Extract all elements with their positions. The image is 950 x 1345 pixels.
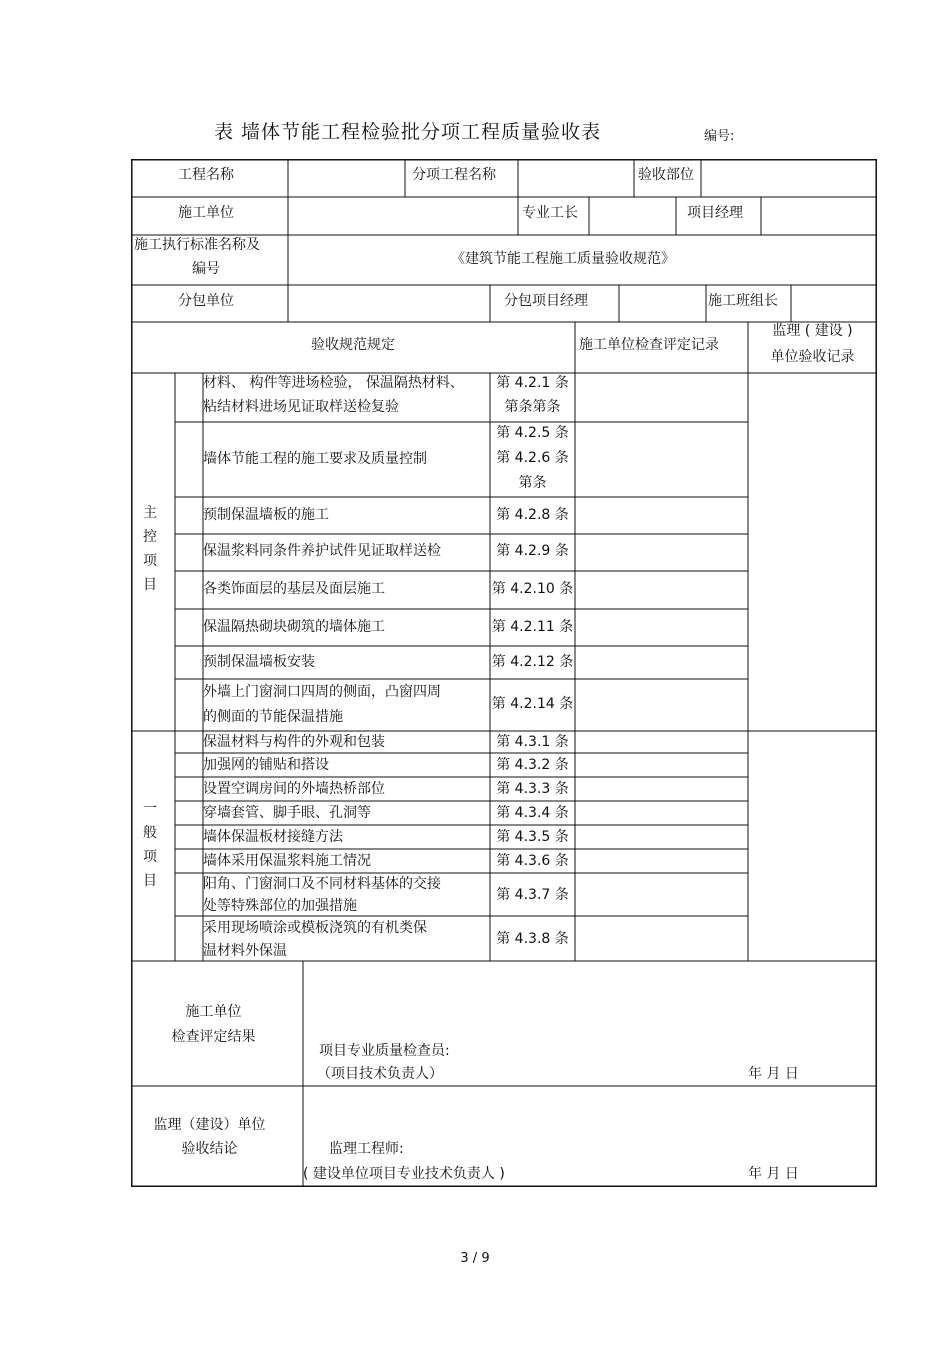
result-tech-lead: （项目技术负责人） xyxy=(317,1066,443,1082)
supervision-column-header-line1: 监理 ( 建设 ) xyxy=(772,323,853,339)
subcontractor-label: 分包单位 xyxy=(178,293,234,309)
general-row-3-text: 设置空调房间的外墙热桥部位 xyxy=(203,781,385,797)
general-row-4-text: 穿墙套管、脚手眼、孔洞等 xyxy=(203,805,371,821)
main-row-2-clause-line2: 第 4.2.6 条 xyxy=(496,450,569,466)
main-row-8-text-line2: 的侧面的节能保温措施 xyxy=(203,709,343,725)
main-row-1-clause-line2: 第条第条 xyxy=(504,399,561,415)
acceptance-table xyxy=(131,159,877,1187)
main-row-2-text: 墙体节能工程的施工要求及质量控制 xyxy=(203,451,427,467)
code-label: 编号: xyxy=(704,129,735,144)
standard-label-line1: 施工执行标准名称及 xyxy=(134,237,260,253)
main-row-2-clause-line1: 第 4.2.5 条 xyxy=(496,425,569,441)
general-row-2-clause: 第 4.3.2 条 xyxy=(496,757,569,773)
main-row-8-clause: 第 4.2.14 条 xyxy=(491,696,574,712)
general-row-5-text: 墙体保温板材接缝方法 xyxy=(203,829,343,845)
result-inspector: 项目专业质量检查员: xyxy=(319,1043,450,1059)
standard-value: 《建筑节能工程施工质量验收规范》 xyxy=(451,251,675,267)
sub-manager-label: 分包项目经理 xyxy=(504,293,588,309)
project-name-label: 工程名称 xyxy=(178,167,234,183)
general-row-6-clause: 第 4.3.6 条 xyxy=(496,853,569,869)
general-row-6-text: 墙体采用保温浆料施工情况 xyxy=(203,853,371,869)
conclusion-engineer: 监理工程师: xyxy=(329,1141,404,1157)
general-items-label-3: 项 xyxy=(143,849,157,865)
main-row-1-clause-line1: 第 4.2.1 条 xyxy=(496,375,569,391)
team-leader-label: 施工班组长 xyxy=(708,293,778,309)
conclusion-label-line1: 监理（建设）单位 xyxy=(153,1117,266,1133)
general-row-7-clause: 第 4.3.7 条 xyxy=(496,887,569,903)
general-row-4-clause: 第 4.3.4 条 xyxy=(496,805,569,821)
conclusion-date: 年 月 日 xyxy=(748,1166,799,1182)
general-row-8-text-line2: 温材料外保温 xyxy=(203,943,287,959)
acceptance-part-label: 验收部位 xyxy=(638,167,694,183)
main-items-label-4: 目 xyxy=(143,577,157,593)
general-items-label-4: 目 xyxy=(143,873,157,889)
general-row-1-text: 保温材料与构件的外观和包装 xyxy=(203,734,385,750)
main-row-6-text: 保温隔热砌块砌筑的墙体施工 xyxy=(203,619,385,635)
main-row-6-clause: 第 4.2.11 条 xyxy=(491,619,574,635)
general-row-8-text-line1: 采用现场喷涂或模板浇筑的有机类保 xyxy=(203,920,427,936)
construction-unit-label: 施工单位 xyxy=(178,205,234,221)
conclusion-label-line2: 验收结论 xyxy=(181,1141,238,1157)
main-row-7-clause: 第 4.2.12 条 xyxy=(491,654,574,670)
page-number: 3 / 9 xyxy=(460,1251,490,1266)
spec-column-header: 验收规范规定 xyxy=(311,337,395,353)
main-row-2-clause-line3: 第条 xyxy=(518,475,547,491)
subitem-name-label: 分项工程名称 xyxy=(412,167,496,183)
main-items-label-1: 主 xyxy=(143,505,157,521)
main-items-label-3: 项 xyxy=(143,553,157,569)
general-row-1-clause: 第 4.3.1 条 xyxy=(496,734,569,750)
general-row-8-clause: 第 4.3.8 条 xyxy=(496,931,569,947)
general-row-3-clause: 第 4.3.3 条 xyxy=(496,781,569,797)
main-row-5-text: 各类饰面层的基层及面层施工 xyxy=(203,581,385,597)
main-row-3-clause: 第 4.2.8 条 xyxy=(496,507,569,523)
general-row-7-text-line2: 处等特殊部位的加强措施 xyxy=(203,898,357,914)
project-manager-label: 项目经理 xyxy=(687,205,743,221)
main-row-1-text-line1: 材料、 构件等进场检验， 保温隔热材料、 xyxy=(203,375,464,391)
main-row-5-clause: 第 4.2.10 条 xyxy=(491,581,574,597)
result-date: 年 月 日 xyxy=(748,1066,799,1082)
general-row-7-text-line1: 阳角、门窗洞口及不同材料基体的交接 xyxy=(203,876,441,892)
conclusion-tech-lead: ( 建设单位项目专业技术负责人 ) xyxy=(303,1166,505,1182)
general-items-label-2: 般 xyxy=(143,825,157,841)
main-row-8-text-line1: 外墙上门窗洞口四周的侧面，凸窗四周 xyxy=(203,684,441,700)
general-row-2-text: 加强网的铺贴和搭设 xyxy=(203,757,329,773)
supervision-column-header-line2: 单位验收记录 xyxy=(770,349,855,365)
standard-label-line2: 编号 xyxy=(192,261,220,277)
page-title: 表 墙体节能工程检验批分项工程质量验收表 xyxy=(214,121,602,143)
main-row-4-clause: 第 4.2.9 条 xyxy=(496,543,569,559)
foreman-label: 专业工长 xyxy=(522,205,578,221)
main-items-label-2: 控 xyxy=(143,529,157,545)
result-label-line1: 施工单位 xyxy=(185,1004,242,1020)
check-column-header: 施工单位检查评定记录 xyxy=(579,337,719,353)
main-row-1-text-line2: 粘结材料进场见证取样送检复验 xyxy=(203,399,399,415)
main-row-7-text: 预制保温墙板安装 xyxy=(203,654,315,670)
result-label-line2: 检查评定结果 xyxy=(171,1029,256,1045)
general-items-label-1: 一 xyxy=(143,801,157,817)
main-row-3-text: 预制保温墙板的施工 xyxy=(203,507,329,523)
general-row-5-clause: 第 4.3.5 条 xyxy=(496,829,569,845)
main-row-4-text: 保温浆料同条件养护试件见证取样送检 xyxy=(203,543,441,559)
